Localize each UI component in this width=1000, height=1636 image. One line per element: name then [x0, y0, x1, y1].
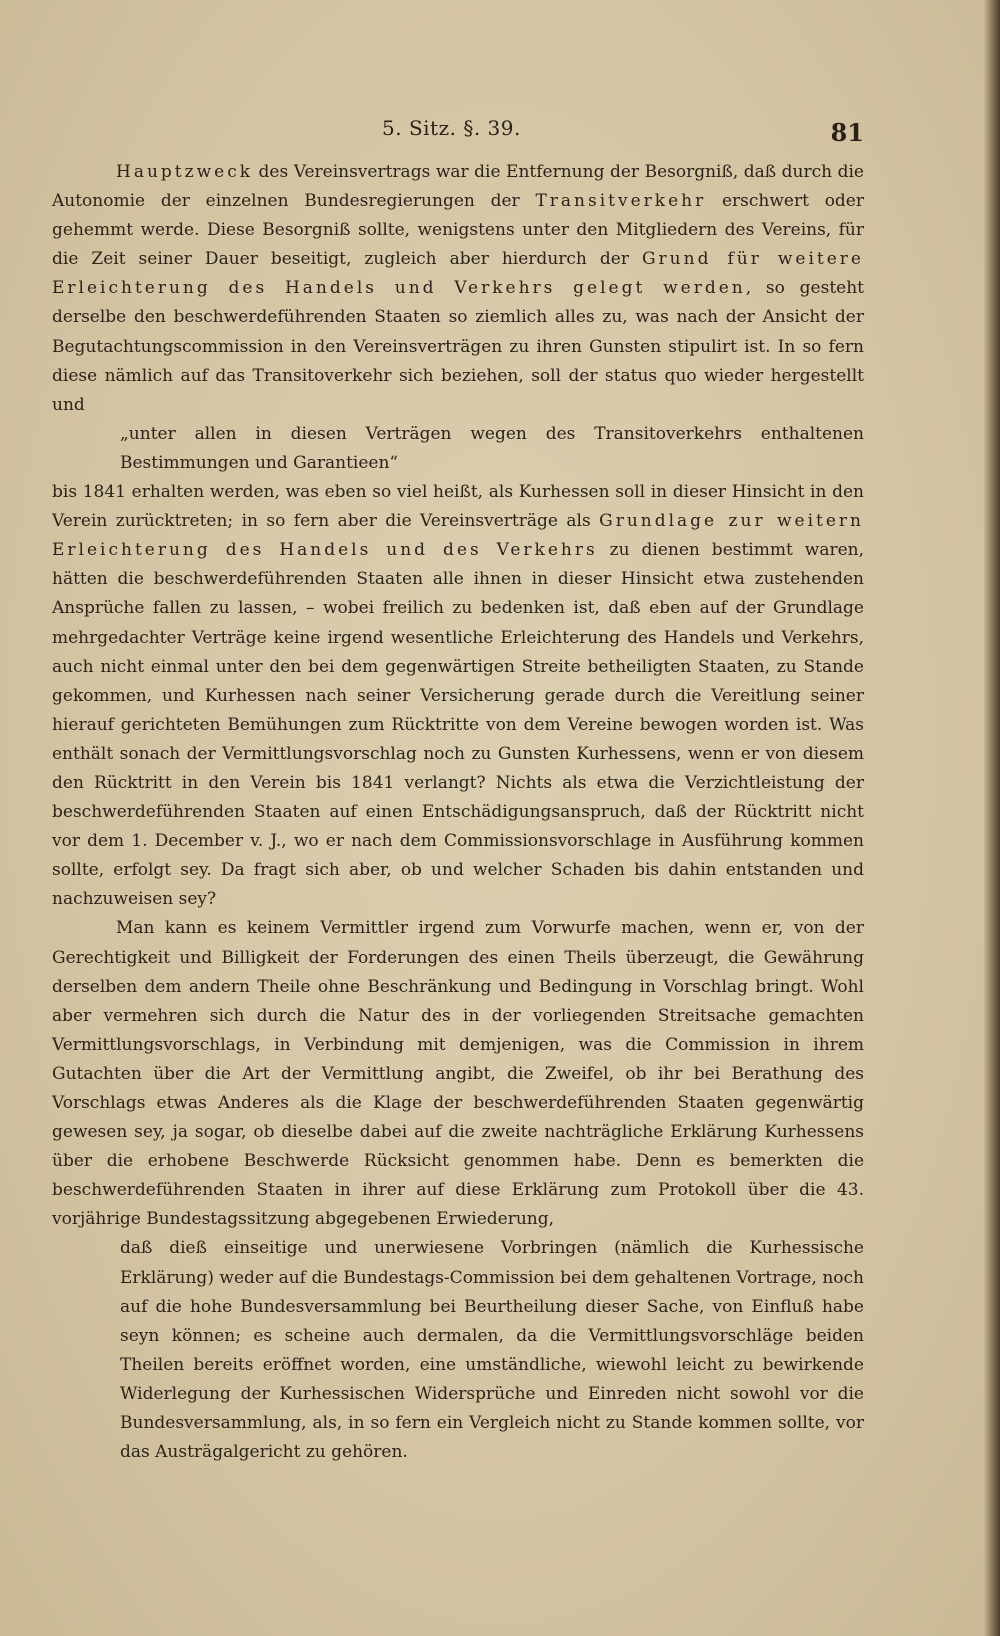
text-run: zu dienen bestimmt waren, hätten die beschwerdeführenden Staaten alle ihnen in dieser Hinsicht etwa zustehenden Ansprüche fallen zu lassen, – wobei freilich zu bedenken ist, daß eben auf der Grundlage mehrgedachter Verträge keine irgend wesentliche Erleichterung des Handels und Verkehrs, auch nicht einmal unter den bei dem gegenwärtigen Streite betheiligten Staaten, zu Stande gekommen, und Kurhessen nach seiner Versicherung gerade durch die Vereitlung seiner hierauf gerichteten Bemühungen zum Rücktritte von dem Vereine bewogen worden ist. Was enthält sonach der Vermittlungsvorschlag noch zu Gunsten Kurhessens, wenn er von diesem den Rücktritt in den Verein bis 1841 verlangt? Nichts als etwa die Verzichtleistung der beschwerdeführenden Staaten auf einen Entschädigungsanspruch, daß der Rücktritt nicht vor dem 1. December v. J., wo er nach dem Commissionsvorschlage in Ausführung kommen sollte, erfolgt sey. Da fragt sich aber, ob und welcher Schaden bis dahin entstanden und nachzuweisen sey? — [52, 540, 864, 910]
paragraph-2 — [52, 478, 864, 914]
quotation-2: daß dieß einseitige und unerwiesene Vorbringen (nämlich die Kurhessische Erklärung) weder auf die Bundestags-Commission bei dem gehaltenen Vortrage, noch auf die hohe Bundesversammlung bei Beurtheilung dieser Sache, von Einfluß habe seyn können; es scheine auch dermalen, da die Vermittlungsvorschläge beiden Theilen bereits eröffnet worden, eine umständliche, wiewohl leicht zu bewirkende Widerlegung der Kurhessischen Widersprüche und Einreden nicht sowohl vor die Bundesversammlung, als, in so fern ein Vergleich nicht zu Stande kommen sollte, vor das Austrägalgericht zu gehören. — [120, 1238, 864, 1463]
emphasis-transitverkehr: Transitverkehr — [535, 191, 707, 212]
paragraph-3: Man kann es keinem Vermittler irgend zum Vorwurfe machen, wenn er, von der Gerechtigkeit und Billigkeit der Forderungen des einen Theils überzeugt, die Gewährung derselben dem andern Theile ohne Beschränkung und Bedingung in Vorschlag bringt. Wohl aber vermehren sich durch die Natur des in der vorliegenden Streitsache gemachten Vermittlungsvorschlags, in Verbindung mit demjenigen, was die Commission in ihrem Gutachten über die Art der Vermittlung angibt, die Zweifel, ob ihr bei Berathung des Vorschlags etwas Anderes als die Klage der beschwerdeführenden Staaten gegenwärtig gewesen sey, ja sogar, ob dieselbe dabei auf die zweite nachträgliche Erklärung Kurhessens über die erhobene Beschwerde Rücksicht genommen habe. Denn es bemerkten die beschwerdeführenden Staaten in ihrer auf diese Erklärung zum Protokoll über die 43. vorjährige Bundestagssitzung abgegebenen Erwiederung, — [52, 918, 864, 1230]
emphasis-hauptzweck: Hauptzweck — [116, 162, 254, 182]
page-header — [52, 116, 864, 148]
paragraph-1 — [52, 158, 864, 420]
emphasis-grund: Grund für weitere Erleichterung des Handels und Verkehrs gelegt werden — [52, 249, 864, 299]
page-edge-shadow — [984, 0, 1000, 1636]
emphasis-grundlage: Grundlage zur weitern Erleichterung des Handels und des Verkehrs — [52, 511, 865, 561]
body-text — [52, 158, 864, 1467]
text-run: , so gesteht derselbe den beschwerdeführenden Staaten so ziemlich alles zu, was nach der Ansicht der Begutachtungscommission in den Vereinsverträgen zu ihren Gunsten stipulirt ist. In so fern diese nämlich auf das Transitoverkehr sich beziehen, soll der status quo wieder hergestellt und — [52, 278, 864, 415]
page-number: 81 — [830, 118, 864, 147]
text-run: des Vereinsvertrags war die Entfernung der Besorgniß, daß durch die Autonomie der einzelnen Bundesregierungen der — [52, 162, 864, 212]
text-run: bis 1841 erhalten werden, was eben so viel heißt, als Kurhessen soll in dieser Hinsicht in den Verein zurücktreten; in so fern aber die Vereinsverträge als — [52, 482, 864, 532]
running-head: 5. Sitz. §. 39. — [382, 116, 521, 140]
text-run: erschwert oder gehemmt werde. Diese Besorgniß sollte, wenigstens unter den Mitgliedern des Vereins, für die Zeit seiner Dauer beseitigt, zugleich aber hierdurch der — [52, 191, 864, 270]
quotation-1: „unter allen in diesen Verträgen wegen des Transitoverkehrs enthaltenen Bestimmungen und Garantieen“ — [120, 423, 864, 473]
